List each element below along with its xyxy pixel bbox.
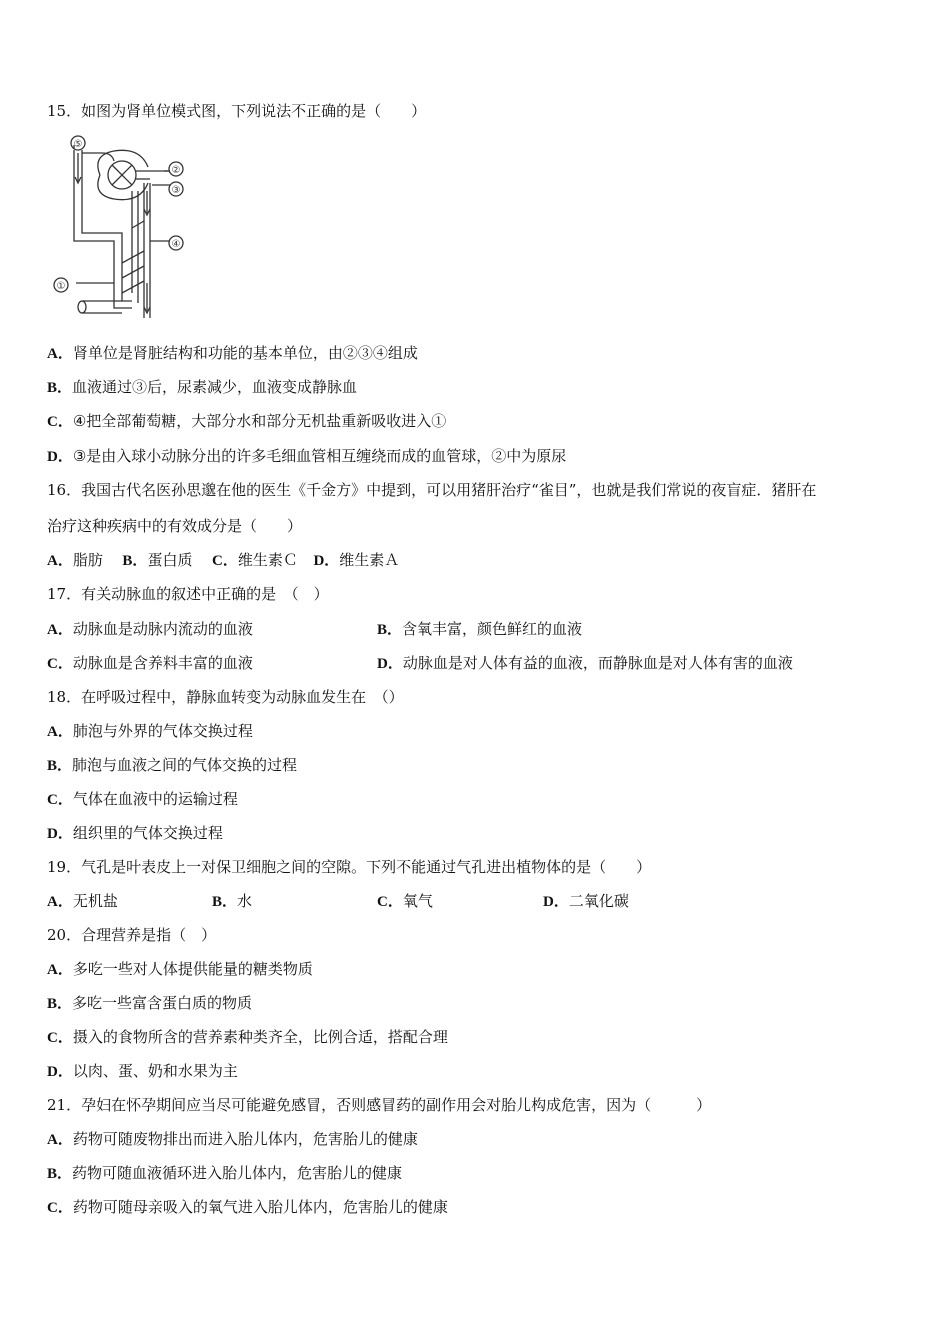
- q18-option-b: B．肺泡与血液之间的气体交换的过程: [47, 756, 298, 774]
- q20-option-b: B．多吃一些富含蛋白质的物质: [47, 994, 253, 1012]
- label-3: ③: [171, 185, 181, 196]
- q16-options: A．脂肪 B．蛋白质 C．维生素Ｃ D．维生素Ａ: [47, 551, 400, 569]
- q17-option-c: C．动脉血是含养料丰富的血液: [47, 654, 253, 672]
- q19-option-a: A．无机盐: [47, 892, 118, 910]
- q17-option-d: D．动脉血是对人体有益的血液，而静脉血是对人体有害的血液: [377, 654, 793, 672]
- q16-stem-line1: 16．我国古代名医孙思邈在他的医生《千金方》中提到，可以用猪肝治疗“雀目”，也就是我们常说的夜盲症．猪肝在: [47, 481, 817, 499]
- q15-option-b: B．血液通过③后，尿素减少，血液变成静脉血: [47, 378, 358, 396]
- q18-stem: 18．在呼吸过程中，静脉血转变为动脉血发生在 （）: [47, 688, 404, 706]
- q15-option-a: A．肾单位是肾脏结构和功能的基本单位，由②③④组成: [47, 344, 418, 362]
- q18-option-a: A．肺泡与外界的气体交换过程: [47, 722, 253, 740]
- q21-option-b: B．药物可随血液循环进入胎儿体内，危害胎儿的健康: [47, 1164, 403, 1182]
- q19-option-c: C．氧气: [377, 892, 433, 910]
- q15-option-d: D．③是由入球小动脉分出的许多毛细血管相互缠绕而成的血管球，②中为原尿: [47, 447, 567, 465]
- q18-option-d: D．组织里的气体交换过程: [47, 824, 223, 842]
- nephron-diagram: [52, 133, 192, 328]
- label-4: ④: [171, 239, 181, 250]
- q15-option-c: C．④把全部葡萄糖，大部分水和部分无机盐重新吸收进入①: [47, 412, 447, 430]
- q21-stem: 21．孕妇在怀孕期间应当尽可能避免感冒，否则感冒药的副作用会对胎儿构成危害，因为（ ）: [47, 1096, 712, 1114]
- q20-stem: 20．合理营养是指（ ）: [47, 926, 217, 944]
- q19-option-d: D．二氧化碳: [543, 892, 629, 910]
- label-1: ①: [56, 281, 66, 292]
- q17-option-a: A．动脉血是动脉内流动的血液: [47, 620, 253, 638]
- q17-option-b: B．含氧丰富，颜色鲜红的血液: [377, 620, 583, 638]
- label-5: ⑤: [73, 139, 83, 150]
- q19-option-b: B．水: [212, 892, 253, 910]
- q20-option-a: A．多吃一些对人体提供能量的糖类物质: [47, 960, 313, 978]
- q20-option-d: D．以肉、蛋、奶和水果为主: [47, 1062, 238, 1080]
- q19-stem: 19．气孔是叶表皮上一对保卫细胞之间的空隙。下列不能通过气孔进出植物体的是（ ）: [47, 858, 652, 876]
- q18-option-c: C．气体在血液中的运输过程: [47, 790, 238, 808]
- label-2: ②: [171, 165, 181, 176]
- q16-stem-line2: 治疗这种疾病中的有效成分是（ ）: [47, 517, 303, 535]
- q21-option-c: C．药物可随母亲吸入的氧气进入胎儿体内，危害胎儿的健康: [47, 1198, 448, 1216]
- q21-option-a: A．药物可随废物排出而进入胎儿体内，危害胎儿的健康: [47, 1130, 418, 1148]
- q20-option-c: C．摄入的食物所含的营养素种类齐全，比例合适，搭配合理: [47, 1028, 448, 1046]
- q17-stem: 17．有关动脉血的叙述中正确的是 （ ）: [47, 585, 329, 603]
- q15-stem: 15．如图为肾单位模式图，下列说法不正确的是（ ）: [47, 102, 427, 120]
